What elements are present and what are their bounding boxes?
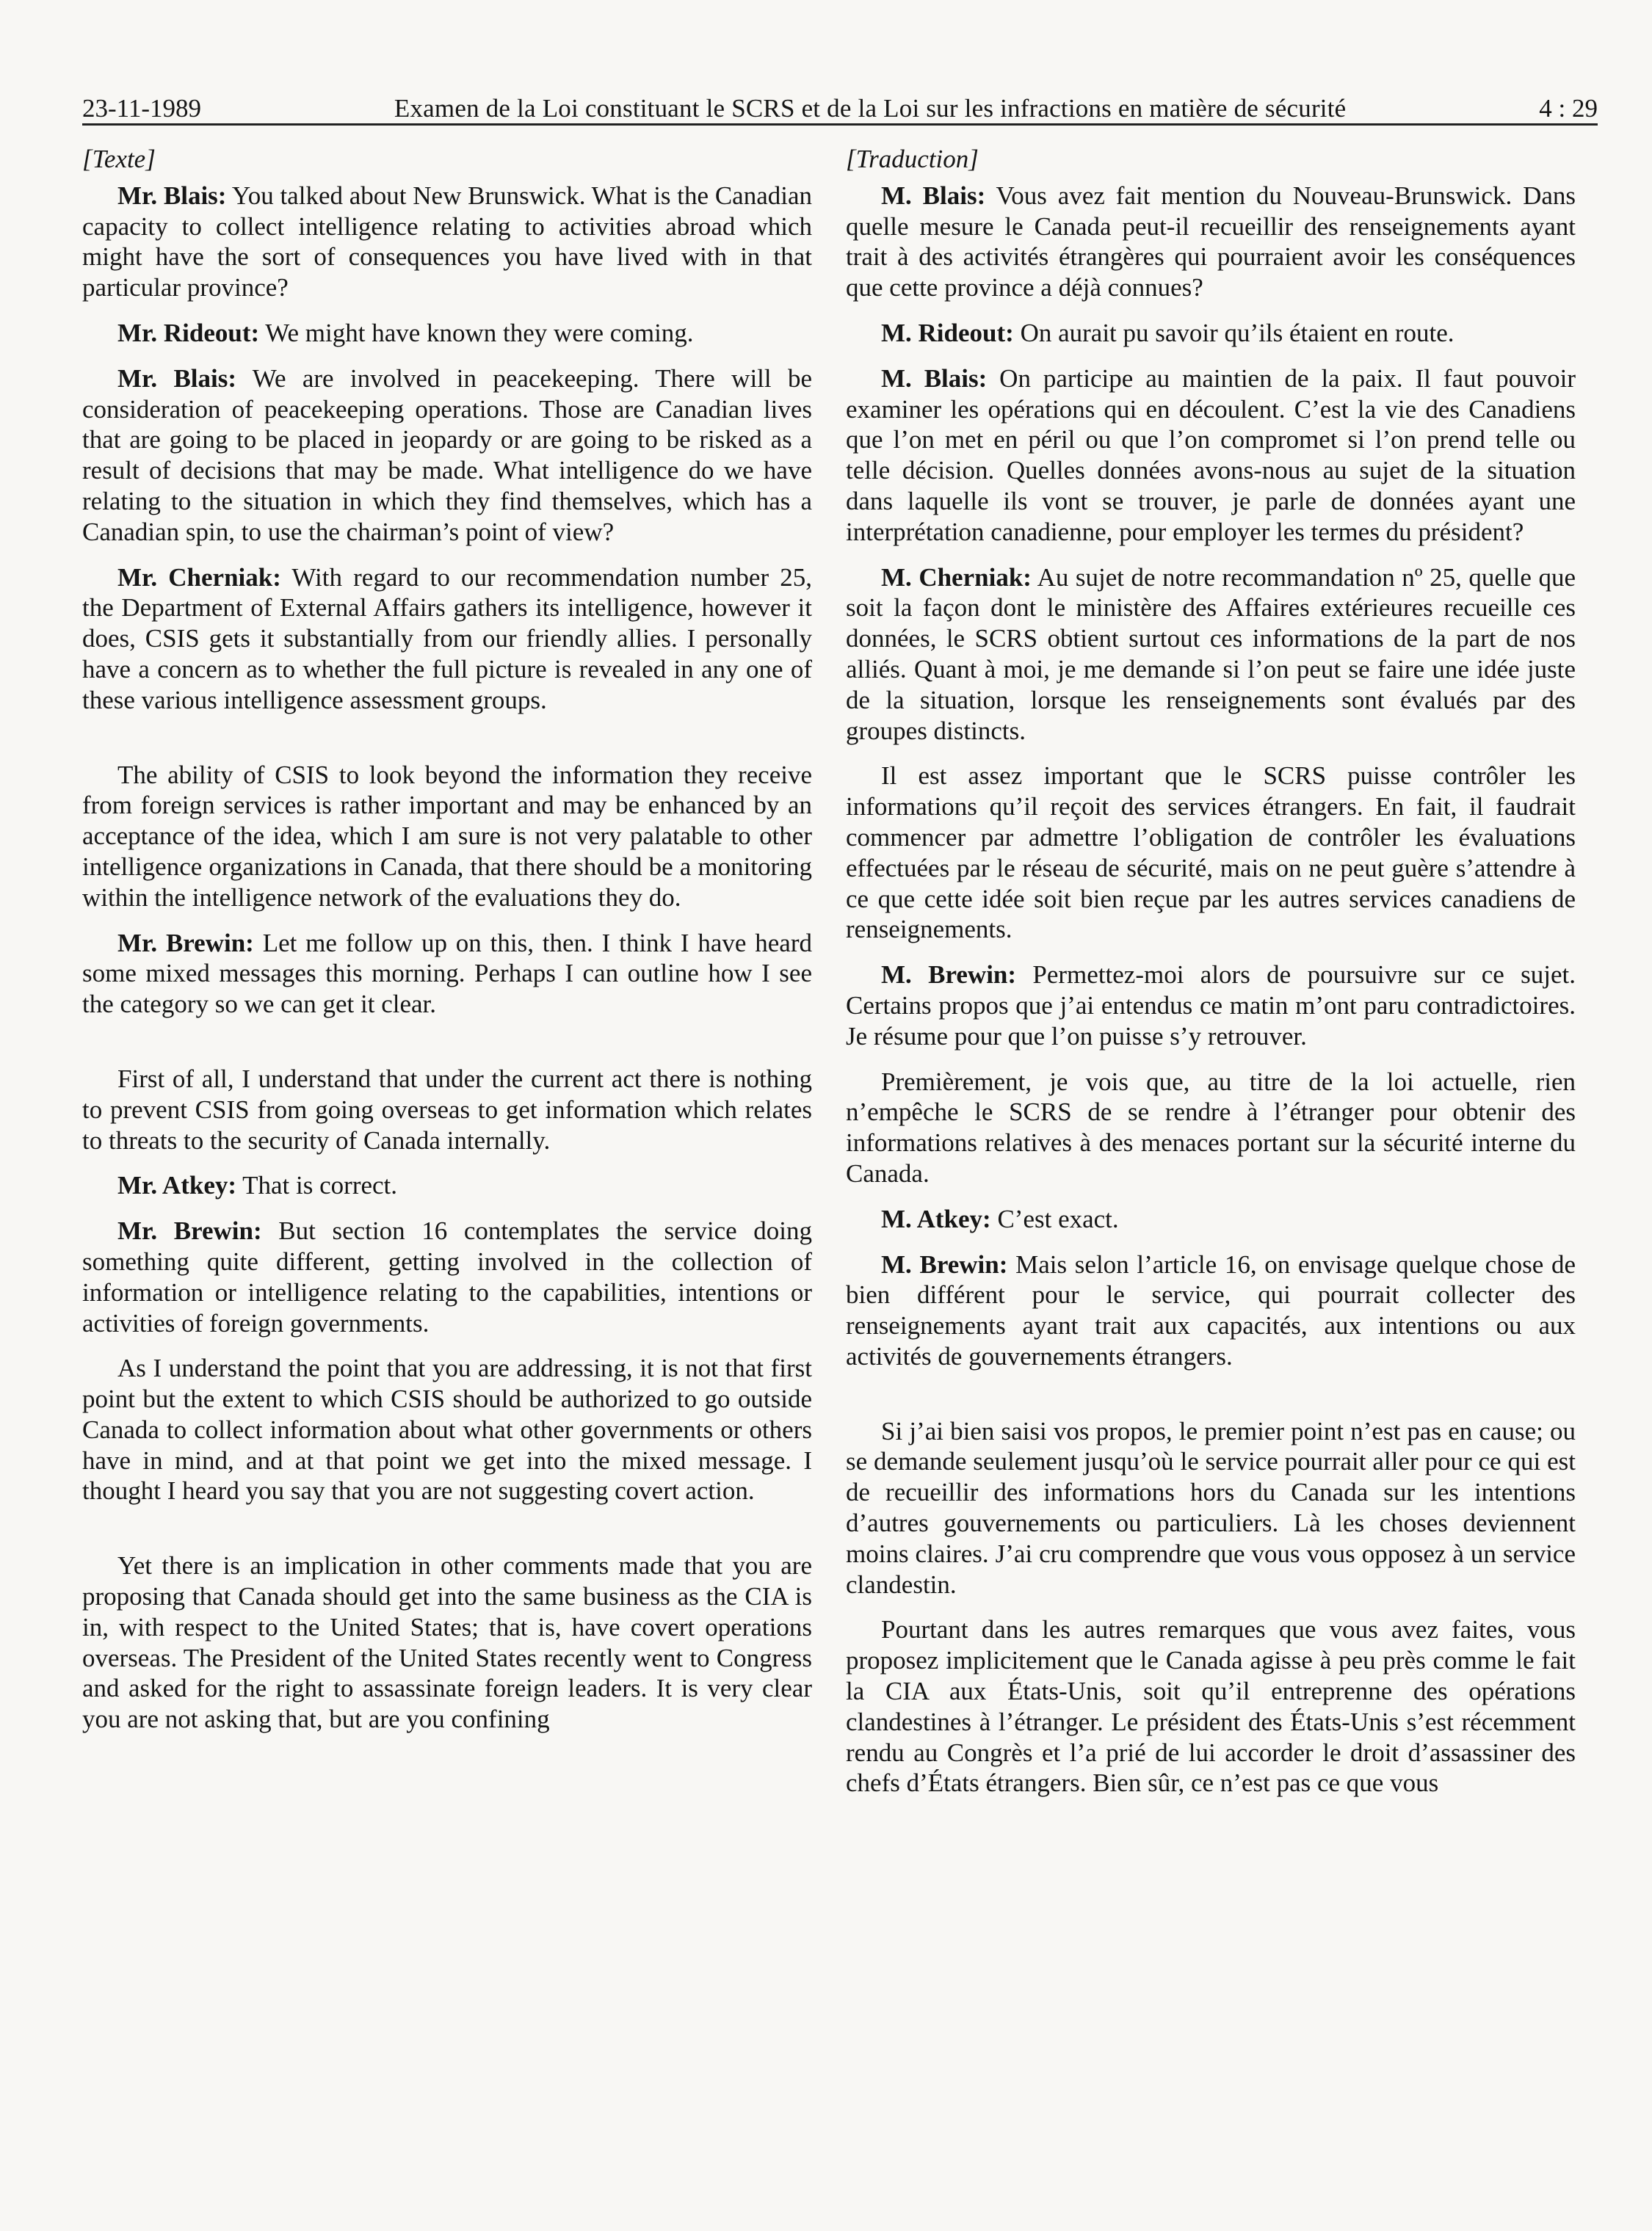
paragraph-text: On participe au maintien de la paix. Il faut pouvoir examiner les opérations qui en découlent. C’est la vie des Canadiens que l’on met en péril ou que l’on compromet si l’on prend telle ou telle décision. Quelles données avons-nous au sujet de la situation dans laquelle ils vont se trouver, je parle de données ayant une interprétation canadienne, pour employer les termes du président?	[846, 363, 1576, 546]
speaker-name: M. Brewin:	[881, 960, 1017, 990]
speaker-name: Mr. Atkey:	[117, 1171, 237, 1200]
running-header	[82, 82, 1598, 123]
speaker-name: Mr. Rideout:	[117, 318, 260, 347]
language-tag: [Traduction]	[846, 145, 979, 173]
language-tag-label: Texte	[92, 145, 146, 173]
paragraph-text: Au sujet de notre recommandation nº 25, quelle que soit la façon dont le ministère des Affaires extérieures recueille ces données, le SCRS obtient surtout ces informations de la part de nos alliés. Quant à moi, je me demande si l’on peut se faire une idée juste de la situation, lorsque les renseignements sont évalués par des groupes distincts.	[846, 562, 1576, 745]
paragraph	[846, 1067, 1576, 1189]
paragraph	[846, 761, 1576, 945]
paragraph-text: Vous avez fait mention du Nouveau-Brunswick. Dans quelle mesure le Canada peut-il recueillir des renseignements ayant trait à des activités étrangères qui pourraient avoir les conséquences que cette province a déjà connues?	[846, 181, 1576, 302]
paragraph-text: We might have known they were coming.	[265, 318, 694, 347]
speaker-name: M. Blais:	[881, 363, 988, 393]
paragraph-text: We are involved in peacekeeping. There will be consideration of peacekeeping operations. Those are Canadian lives that are going to be placed in jeopardy or are going to be risked as a result of decisions that may be made. What intelligence do we have relating to the situation in which they find themselves, which has a Canadian spin, to use the chairman’s point of view?	[82, 363, 812, 546]
paragraph-text: You talked about New Brunswick. What is the Canadian capacity to collect intelligence relating to activities abroad which might have the sort of consequences you have lived with in that particular province?	[82, 181, 812, 302]
speaker-name: Mr. Brewin:	[117, 1216, 262, 1246]
paragraph	[846, 318, 1576, 349]
language-tag-label: Traduction	[855, 145, 969, 173]
paragraph	[846, 562, 1576, 747]
paragraph	[82, 181, 812, 303]
paragraph	[846, 1416, 1576, 1600]
paragraph	[82, 928, 812, 1020]
paragraph	[82, 318, 812, 349]
header-rule	[82, 123, 1598, 126]
speaker-name: M. Atkey:	[881, 1204, 991, 1233]
paragraph	[846, 1614, 1576, 1799]
paragraph	[846, 181, 1576, 303]
header-date: 23-11-1989	[82, 94, 202, 123]
speaker-name: Mr. Blais:	[117, 181, 227, 210]
page-number: 4 : 29	[1539, 94, 1598, 123]
paragraph-text: As I understand the point that you are addressing, it is not that first point but the extent to which CSIS should be authorized to go outside Canada to collect information about what other governments or others have in mind, and at that point we get into the mixed message. I thought I heard you say that you are not suggesting covert action.	[82, 1354, 812, 1506]
paragraph	[846, 1249, 1576, 1372]
paragraph	[82, 1064, 812, 1156]
paragraph-text: C’est exact.	[997, 1204, 1119, 1233]
paragraph	[82, 1353, 812, 1506]
paragraph	[82, 760, 812, 913]
paragraph	[846, 959, 1576, 1051]
header-title: Examen de la Loi constituant le SCRS et de la Loi sur les infractions en matière de sécurité	[394, 94, 1347, 123]
paragraph	[82, 562, 812, 716]
paragraph-text: First of all, I understand that under the current act there is nothing to prevent CSIS from going overseas to get information which relates to threats to the security of Canada internally.	[82, 1064, 812, 1155]
speaker-name: Mr. Blais:	[117, 363, 237, 393]
paragraph-text: Yet there is an implication in other comments made that you are proposing that Canada should get into the same business as the CIA is in, with respect to the United States; that is, have covert operations overseas. The President of the United States recently went to Congress and asked for the right to assassinate foreign leaders. It is very clear you are not asking that, but are you confining	[82, 1551, 812, 1734]
paragraph-text: Il est assez important que le SCRS puisse contrôler les informations qu’il reçoit des services étrangers. En fait, il faudrait commencer par admettre l’obligation de contrôler les évaluations effectuées par le réseau de sécurité, mais on ne peut guère s’attendre à ce que cette idée soit bien reçue par les autres services canadiens de renseignements.	[846, 761, 1576, 944]
paragraph-text: Permettez-moi alors de poursuivre sur ce sujet. Certains propos que j’ai entendus ce matin m’ont paru contradictoires. Je résume pour que l’on puisse s’y retrouver.	[846, 960, 1576, 1051]
paragraph-text: But section 16 contemplates the service doing something quite different, getting involved in the collection of information or intelligence relating to the capabilities, intentions or activities of foreign governments.	[82, 1216, 813, 1338]
language-tag: [Texte]	[82, 145, 156, 173]
paragraph-text: Mais selon l’article 16, on envisage quelque chose de bien différent pour le service, qui pourrait collecter des renseignements ayant trait aux capacités, aux intentions ou aux activités de gouvernements étrangers.	[846, 1249, 1576, 1371]
paragraph-text: Si j’ai bien saisi vos propos, le premier point n’est pas en cause; ou se demande seulement jusqu’où le service pourrait aller pour ce qui est de recueillir des informations hors du Canada sur les intentions d’autres gouvernements ou particuliers. Là les choses deviennent moins claires. J’ai cru comprendre que vous vous opposez à un service clandestin.	[846, 1416, 1576, 1599]
paragraph	[82, 363, 812, 548]
paragraph	[82, 1170, 812, 1201]
paragraph	[846, 1204, 1576, 1235]
paragraph-text: The ability of CSIS to look beyond the information they receive from foreign services is rather important and may be enhanced by an acceptance of the idea, which I am sure is not very palatable to other intelligence organizations in Canada, that there should be a monitoring within the intelligence network of the evaluations they do.	[82, 760, 812, 912]
paragraph-text: Pourtant dans les autres remarques que vous avez faites, vous proposez implicitement que le Canada agisse à peu près comme le fait la CIA aux États-Unis, soit qu’il entreprenne des opérations clandestines à l’étranger. Le président des États-Unis s’est récemment rendu au Congrès et l’a prié de lui accorder le droit d’assassiner des chefs d’États étrangers. Bien sûr, ce n’est pas ce que vous	[846, 1615, 1576, 1798]
paragraph-text: Premièrement, je vois que, au titre de la loi actuelle, rien n’empêche le SCRS de se rendre à l’étranger pour obtenir des informations relatives à des menaces portant sur la sécurité interne du Canada.	[846, 1067, 1576, 1188]
speaker-name: M. Blais:	[881, 181, 986, 210]
paragraph-text: Let me follow up on this, then. I think I have heard some mixed messages this morning. Perhaps I can outline how I see the category so we can get it clear.	[82, 928, 812, 1019]
speaker-name: M. Cherniak:	[881, 562, 1032, 592]
paragraph	[82, 1216, 812, 1338]
paragraph-text: That is correct.	[242, 1171, 398, 1200]
paragraph-text: On aurait pu savoir qu’ils étaient en route.	[1020, 318, 1454, 347]
paragraph	[846, 363, 1576, 548]
speaker-name: Mr. Cherniak:	[117, 562, 281, 592]
french-column	[846, 144, 1576, 1813]
english-column	[82, 144, 812, 1749]
paragraph	[82, 1550, 812, 1735]
speaker-name: M. Brewin:	[881, 1249, 1008, 1279]
speaker-name: Mr. Brewin:	[117, 928, 254, 957]
speaker-name: M. Rideout:	[881, 318, 1014, 347]
paragraph-text: With regard to our recommendation number 25, the Department of External Affairs gathers its intelligence, however it does, CSIS gets it substantially from our friendly allies. I personally have a concern as to whether the full picture is revealed in any one of these various intelligence assessment groups.	[82, 562, 813, 714]
